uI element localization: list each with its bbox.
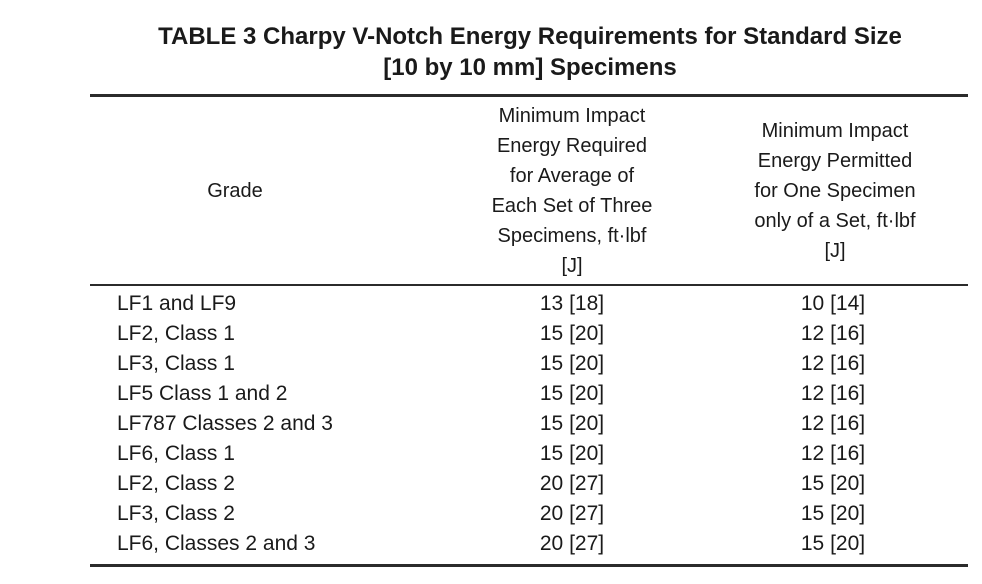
single-specimen-energy-cell: 15 [20] [800,532,866,555]
average-energy-cell: 15 [20] [539,382,605,405]
table-row [0,499,982,529]
single-specimen-energy-cell: 10 [14] [800,292,866,315]
header-line: Each Set of Three [491,195,653,217]
header-line: Energy Required [496,135,648,157]
grade-cell: LF3, Class 1 [117,352,235,375]
header-line: for Average of [509,165,635,187]
average-energy-cell: 15 [20] [539,322,605,345]
grade-cell: LF6, Class 1 [117,442,235,465]
table-row [0,439,982,469]
grade-cell: LF3, Class 2 [117,502,235,525]
header-rule [90,284,968,286]
table-row [0,469,982,499]
header-line: only of a Set, ft·lbf [754,210,916,232]
column-header-average-energy [457,101,687,281]
header-line: for One Specimen [754,180,916,202]
table-title-line-2: [10 by 10 mm] Specimens [383,54,677,81]
average-energy-cell: 15 [20] [539,412,605,435]
table-body [0,289,982,559]
single-specimen-energy-cell: 12 [16] [800,352,866,375]
header-line: Minimum Impact [761,120,909,142]
single-specimen-energy-cell: 12 [16] [800,322,866,345]
average-energy-cell: 20 [27] [539,532,605,555]
table-row [0,319,982,349]
table-row [0,379,982,409]
table-row [0,409,982,439]
top-rule [90,94,968,97]
single-specimen-energy-cell: 12 [16] [800,382,866,405]
header-line: Energy Permitted [757,150,913,172]
average-energy-cell: 15 [20] [539,352,605,375]
grade-cell: LF5 Class 1 and 2 [117,382,288,405]
header-line: [J] [824,240,846,262]
column-header-grade: Grade [207,180,263,202]
average-energy-cell: 13 [18] [539,292,605,315]
column-header-single-specimen-energy [715,116,955,266]
single-specimen-energy-cell: 12 [16] [800,412,866,435]
average-energy-cell: 15 [20] [539,442,605,465]
grade-cell: LF2, Class 2 [117,472,235,495]
table-row [0,529,982,559]
grade-cell: LF6, Classes 2 and 3 [117,532,316,555]
table-row [0,349,982,379]
grade-cell: LF787 Classes 2 and 3 [117,412,333,435]
header-line: Specimens, ft·lbf [497,225,647,247]
grade-cell: LF1 and LF9 [117,292,237,315]
table-title-line-1: TABLE 3 Charpy V-Notch Energy Requirements for Standard Size [158,23,902,50]
average-energy-cell: 20 [27] [539,472,605,495]
single-specimen-energy-cell: 15 [20] [800,472,866,495]
header-line: Minimum Impact [498,105,646,127]
average-energy-cell: 20 [27] [539,502,605,525]
bottom-rule [90,564,968,567]
single-specimen-energy-cell: 15 [20] [800,502,866,525]
table-row [0,289,982,319]
single-specimen-energy-cell: 12 [16] [800,442,866,465]
grade-cell: LF2, Class 1 [117,322,235,345]
header-line: [J] [561,255,583,277]
